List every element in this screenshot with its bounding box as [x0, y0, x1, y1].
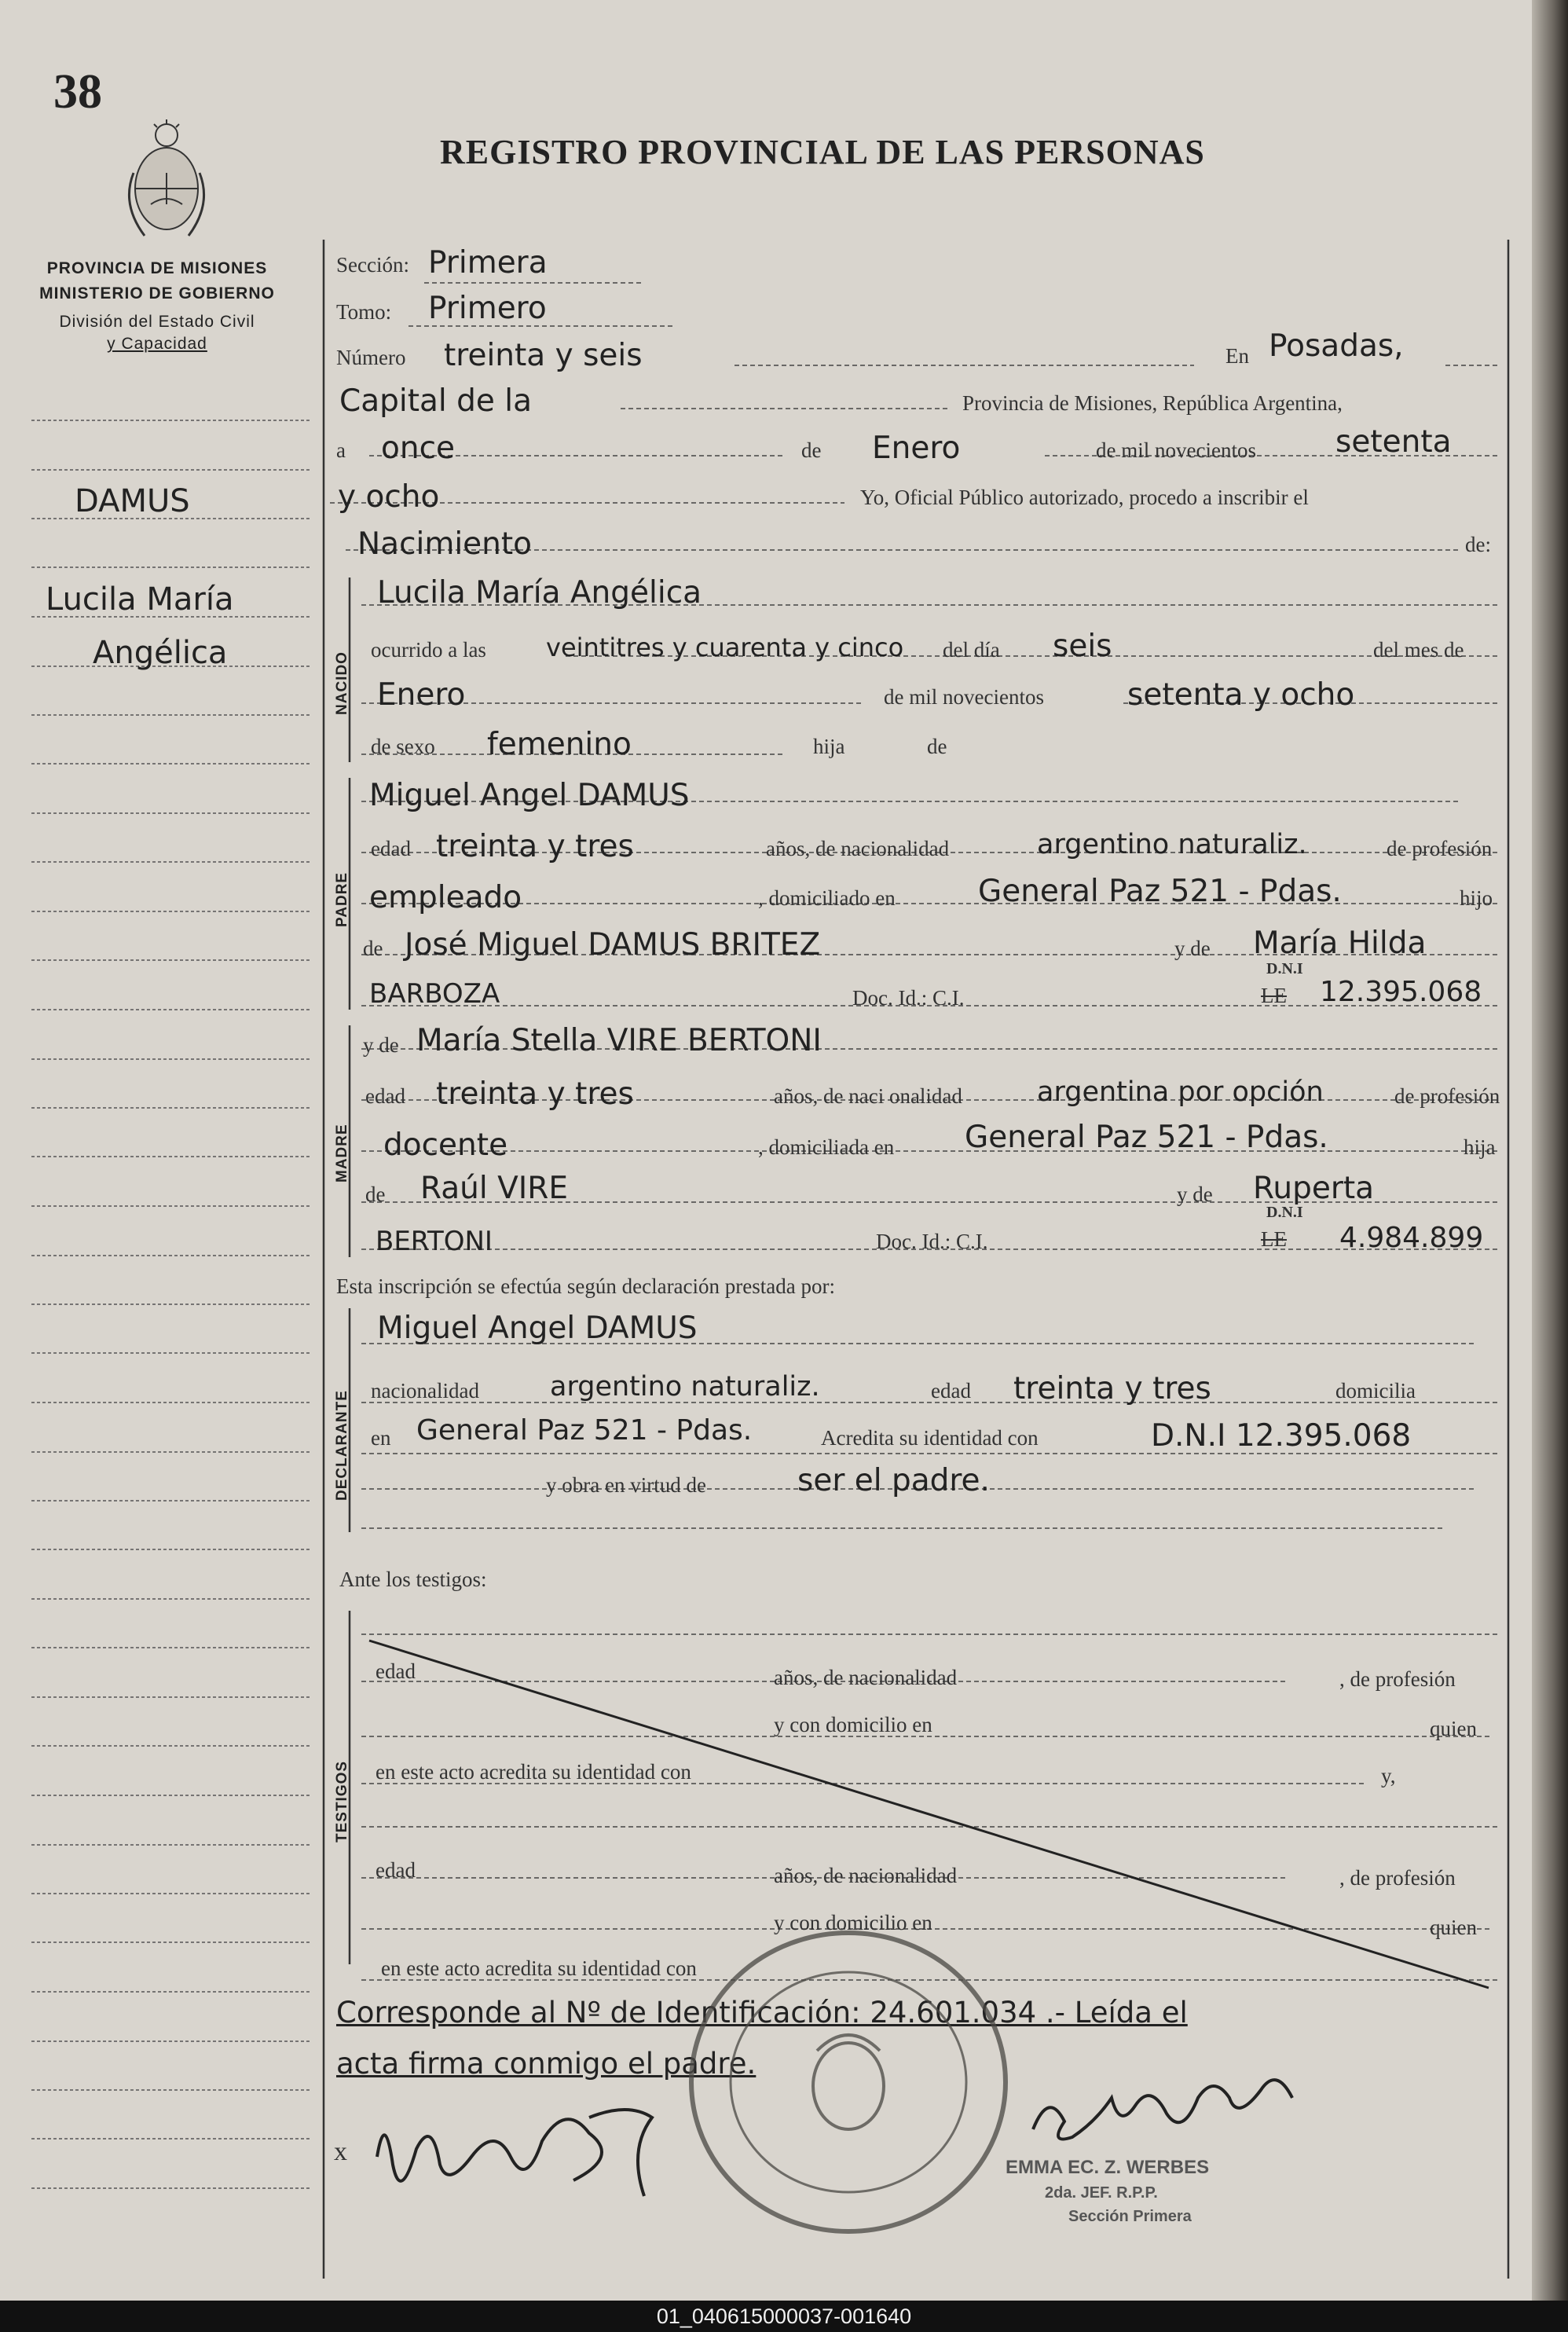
label-doc-id: Doc. Id.: C.I. [852, 986, 965, 1010]
label-acredita: Acredita su identidad con [821, 1426, 1039, 1450]
value-numero: treinta y seis [444, 338, 643, 373]
side-label-declarante: DECLARANTE [334, 1390, 350, 1501]
label-anos-nac-t2: años, de nacionalidad [774, 1864, 958, 1887]
label-quien-t1: quien [1430, 1717, 1477, 1740]
label-profesion-t1: , de profesión [1339, 1667, 1456, 1691]
label-yo: Yo, Oficial Público autorizado, procedo a inscribir el [860, 486, 1309, 509]
label-de-small-2: de [365, 1182, 386, 1206]
value-padre-edad: treinta y tres [436, 829, 634, 864]
office-line-1: PROVINCIA DE MISIONES [46, 259, 268, 277]
label-anos-nac-t1: años, de nacionalidad [774, 1666, 958, 1689]
signature-mark: x [334, 2137, 347, 2166]
label-y-de-madre: y de [363, 1033, 399, 1057]
label-numero: Número [336, 346, 406, 369]
side-label-testigos: TESTIGOS [334, 1760, 350, 1842]
value-tomo: Primero [428, 291, 547, 326]
label-del-dia: del día [943, 638, 1000, 662]
value-abuela-pat: María Hilda [1253, 926, 1427, 961]
label-y-de: y de [1174, 937, 1211, 960]
label-dni-small: D.N.I [1266, 960, 1303, 977]
label-a: a [336, 438, 346, 462]
page-edge [1532, 0, 1568, 2301]
value-madre-nac: argentina por opción [1037, 1076, 1324, 1108]
label-provincia: Provincia de Misiones, República Argentina, [962, 391, 1343, 415]
value-mes: Enero [872, 431, 961, 466]
label-domicilio-t1: y con domicilio en [774, 1713, 932, 1736]
label-hijo: hijo [1460, 886, 1493, 910]
label-en-este-t2: en este acto acredita su identidad con [381, 1956, 697, 1980]
label-seccion: Sección: [336, 253, 409, 277]
value-abuela-mat-2: BERTONI [376, 1226, 493, 1257]
value-en: Posadas, [1269, 328, 1404, 364]
value-madre-prof: docente [383, 1128, 508, 1163]
label-de-colon: de: [1465, 533, 1491, 556]
label-doc-id-2: Doc. Id.: C.I. [876, 1230, 988, 1253]
value-seccion: Primera [428, 245, 548, 280]
office-line-2: MINISTERIO DE GOBIERNO [39, 284, 275, 302]
margin-name-1: Lucila María [46, 581, 234, 618]
label-domicilia: domicilia [1335, 1379, 1416, 1402]
value-acto: Nacimiento [357, 526, 533, 562]
side-label-padre: PADRE [334, 871, 350, 927]
value-anio: setenta [1335, 424, 1452, 460]
value-anio-nac: setenta y ocho [1127, 677, 1355, 713]
value-madre-edad: treinta y tres [436, 1076, 634, 1112]
label-hija: hija [813, 735, 845, 758]
label-le-2: LE [1261, 1227, 1287, 1251]
label-de-2: de [927, 735, 947, 758]
office-line-4: y Capacidad [107, 335, 207, 353]
official-section: Sección Primera [1068, 2208, 1192, 2225]
value-nombre: Lucila María Angélica [377, 575, 702, 610]
note-line-2: acta firma conmigo el padre. [336, 2047, 757, 2081]
label-domiciliado-en: , domiciliado en [758, 886, 896, 910]
label-ante-testigos: Ante los testigos: [339, 1568, 487, 1591]
value-decl-edad: treinta y tres [1013, 1371, 1211, 1406]
value-abuelo-mat: Raúl VIRE [420, 1171, 569, 1206]
value-sexo: femenino [487, 727, 632, 762]
value-abuela-pat-2: BARBOZA [369, 978, 500, 1010]
official-seal-icon [676, 1917, 1021, 2247]
label-dni-small-2: D.N.I [1266, 1204, 1303, 1221]
label-y-obra: y obra en virtud de [546, 1473, 706, 1497]
declarant-signature-icon [361, 2086, 691, 2204]
value-abuelo-pat: José Miguel DAMUS BRITEZ [405, 927, 821, 962]
office-line-3: División del Estado Civil [59, 313, 255, 331]
value-padre-nac: argentino naturaliz. [1037, 829, 1307, 860]
label-le: LE [1261, 984, 1287, 1007]
label-de: de [801, 438, 822, 462]
page-number: 38 [53, 65, 102, 119]
side-label-madre: MADRE [334, 1124, 350, 1182]
label-anos-nac: años, de nacionalidad [766, 837, 950, 860]
label-ocurrido: ocurrido a las [371, 638, 486, 662]
value-padre-dom: General Paz 521 - Pdas. [978, 874, 1342, 909]
value-decl-nac: argentino naturaliz. [550, 1371, 820, 1402]
label-de-profesion-2: de profesión [1394, 1084, 1500, 1108]
value-anio-2: y ocho [338, 479, 440, 515]
label-en-este-t1: en este acto acredita su identidad con [376, 1760, 691, 1784]
value-decl-doc: D.N.I 12.395.068 [1151, 1418, 1412, 1454]
margin-name-2: Angélica [93, 635, 228, 671]
label-edad-t2: edad [376, 1858, 416, 1882]
official-signature-icon [1017, 2074, 1316, 2161]
label-edad-t1: edad [376, 1659, 416, 1683]
label-esta-inscripcion: Esta inscripción se efectúa según declaración prestada por: [336, 1274, 835, 1298]
value-hora: veintitres y cuarenta y cinco [546, 632, 904, 662]
label-edad: edad [371, 837, 411, 860]
value-dia: once [381, 431, 456, 466]
label-nacionalidad: nacionalidad [371, 1379, 479, 1402]
label-hija-2: hija [1464, 1135, 1496, 1159]
label-y-t1: y, [1381, 1764, 1396, 1788]
side-label-nacido: NACIDO [334, 651, 350, 715]
label-quien-t2: quien [1430, 1916, 1477, 1939]
value-madre: María Stella VIRE BERTONI [416, 1023, 822, 1058]
label-en: En [1225, 344, 1249, 368]
label-anos-nac-2: años, de naci onalidad [774, 1084, 962, 1108]
scan-id: 01_040615000037-001640 [0, 2301, 1568, 2332]
document-title: REGISTRO PROVINCIAL DE LAS PERSONAS [440, 133, 1205, 171]
value-padre-doc: 12.395.068 [1320, 976, 1482, 1008]
label-domiciliada-en: , domiciliada en [758, 1135, 895, 1159]
note-line-1: Corresponde al Nº de Identificación: 24.601.034 .- Leída el [336, 1996, 1188, 2030]
value-declarante: Miguel Angel DAMUS [377, 1311, 698, 1346]
official-name: EMMA EC. Z. WERBES [1006, 2157, 1210, 2178]
label-edad-madre: edad [365, 1084, 405, 1108]
value-madre-dom: General Paz 521 - Pdas. [965, 1120, 1328, 1155]
value-decl-virtud: ser el padre. [797, 1463, 990, 1498]
label-tomo: Tomo: [336, 300, 392, 324]
label-sexo: de sexo [371, 735, 435, 758]
value-capital: Capital de la [339, 383, 533, 419]
label-profesion-t2: , de profesión [1339, 1866, 1456, 1890]
label-de-mil: de mil novecientos [1096, 438, 1256, 462]
value-padre: Miguel Angel DAMUS [369, 778, 690, 813]
label-del-mes: del mes de [1373, 638, 1464, 662]
label-edad-decl: edad [931, 1379, 971, 1402]
label-domicilio-t2: y con domicilio en [774, 1911, 932, 1934]
label-en-2: en [371, 1426, 391, 1450]
value-decl-dom: General Paz 521 - Pdas. [416, 1414, 753, 1446]
value-abuela-mat: Ruperta [1253, 1171, 1375, 1206]
value-dia-nac: seis [1053, 629, 1112, 664]
value-madre-doc: 4.984.899 [1339, 1222, 1484, 1254]
label-y-de-2: y de [1177, 1182, 1213, 1206]
label-de-profesion: de profesión [1387, 837, 1493, 860]
value-mes-nac: Enero [377, 677, 466, 713]
official-title: 2da. JEF. R.P.P. [1045, 2184, 1158, 2202]
value-padre-prof: empleado [369, 880, 522, 915]
margin-surname: DAMUS [75, 483, 190, 519]
label-de-mil-2: de mil novecientos [884, 685, 1044, 709]
label-de-small: de [363, 937, 383, 960]
